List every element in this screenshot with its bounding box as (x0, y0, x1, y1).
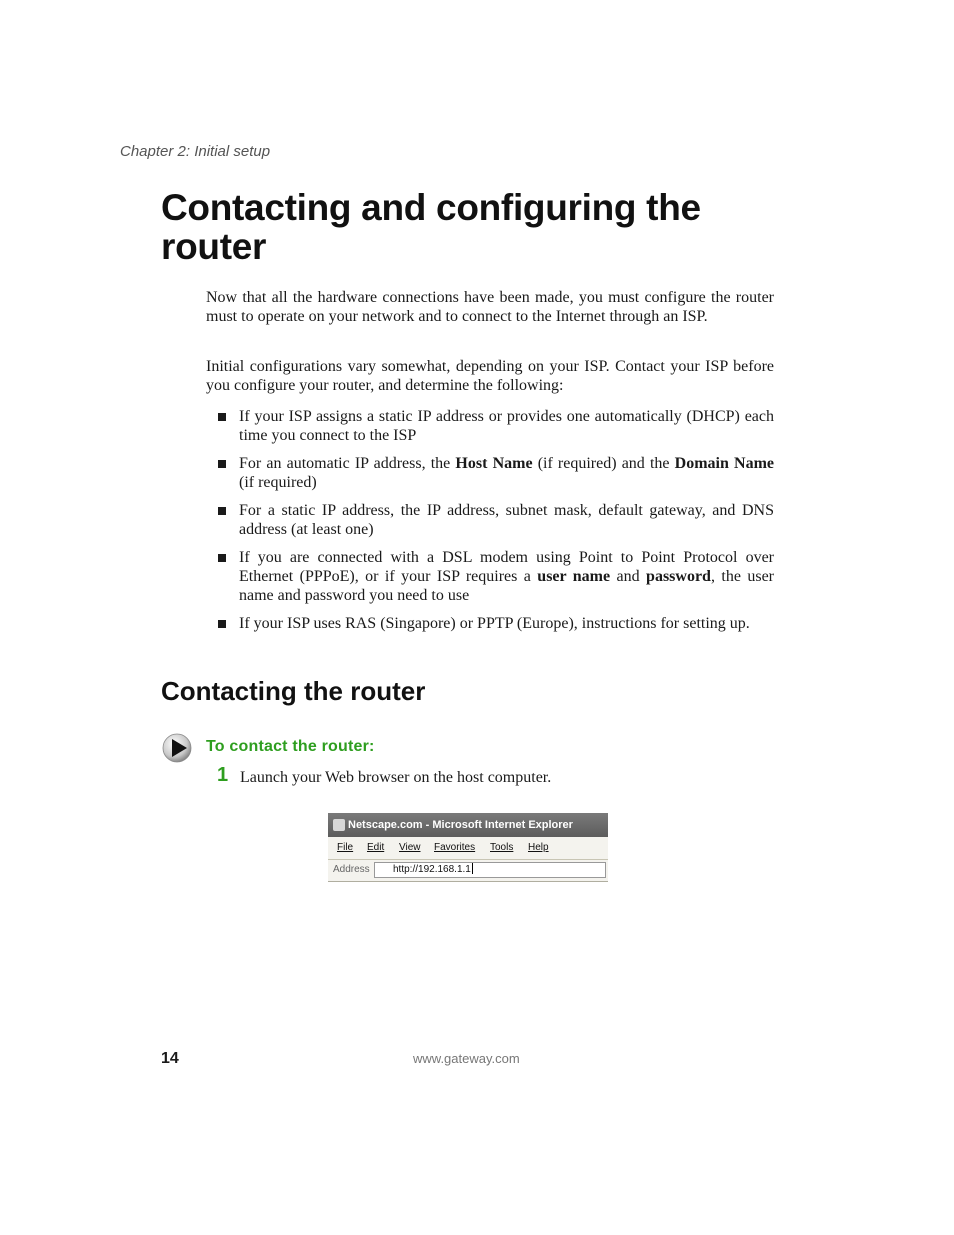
list-item (216, 454, 774, 492)
menu-item-view[interactable]: View (399, 842, 421, 853)
list-item (216, 614, 774, 633)
list-item (216, 501, 774, 539)
square-bullet-icon (218, 507, 226, 515)
step-text: Launch your Web browser on the host computer. (240, 769, 552, 786)
menu-item-tools[interactable]: Tools (490, 842, 514, 853)
square-bullet-icon (218, 460, 226, 468)
list-text: (if required) (239, 474, 317, 491)
step-number: 1 (217, 764, 229, 786)
list-text: and (610, 568, 647, 585)
requirements-list (216, 407, 774, 642)
intro-paragraph-1: Now that all the hardware connections have been made, you must configure the router must to operate on your network and to connect to the Internet through an ISP. (206, 289, 774, 325)
menu-item-edit[interactable]: Edit (367, 842, 385, 853)
menu-item-help[interactable]: Help (528, 842, 549, 853)
address-input[interactable]: http://192.168.1.1 (374, 862, 606, 878)
bold-term: user name (537, 568, 611, 585)
list-text: For a static IP address, the IP address, subnet mask, default gateway, and DNS address (at least one) (239, 502, 774, 538)
square-bullet-icon (218, 620, 226, 628)
intro-paragraph-2: Initial configurations vary somewhat, depending on your ISP. Contact your ISP before you configure your router, and determine the following: (206, 358, 774, 394)
browser-window-title: Netscape.com - Microsoft Internet Explorer (348, 819, 573, 831)
footer-url: www.gateway.com (413, 1051, 520, 1066)
browser-screenshot (328, 813, 608, 882)
browser-title-bar (328, 813, 608, 837)
list-text: If you are connected with a DSL modem using Point to Point Protocol over Ethernet (PPPoE), or if your ISP requires a (239, 549, 774, 585)
section-title: Contacting the router (161, 676, 426, 706)
list-text: If your ISP uses RAS (Singapore) or PPTP (Europe), instructions for setting up. (239, 615, 750, 632)
page-number: 14 (161, 1050, 179, 1067)
list-text: (if required) and the (532, 455, 675, 472)
square-bullet-icon (218, 554, 226, 562)
square-bullet-icon (218, 413, 226, 421)
browser-menu-bar (328, 837, 608, 860)
page-title: Contacting and configuring the router (161, 187, 701, 267)
list-item (216, 548, 774, 605)
bold-term: Host Name (455, 455, 533, 472)
address-bar (328, 860, 608, 881)
list-text: If your ISP assigns a static IP address or provides one automatically (DHCP) each time you connect to the ISP (239, 408, 774, 444)
procedure-title: To contact the router: (206, 738, 375, 755)
bold-term: Domain Name (674, 455, 774, 472)
address-label: Address (333, 864, 370, 875)
menu-item-favorites[interactable]: Favorites (434, 842, 476, 853)
bold-term: password (646, 568, 711, 585)
arrow-right-circle-icon (162, 733, 192, 763)
list-text: , the user name and password you need to use (239, 568, 774, 604)
browser-icon (333, 819, 345, 831)
menu-item-file[interactable]: File (337, 842, 354, 853)
list-item (216, 407, 774, 445)
list-text: For an automatic IP address, the (239, 455, 456, 472)
chapter-header: Chapter 2: Initial setup (120, 143, 271, 160)
